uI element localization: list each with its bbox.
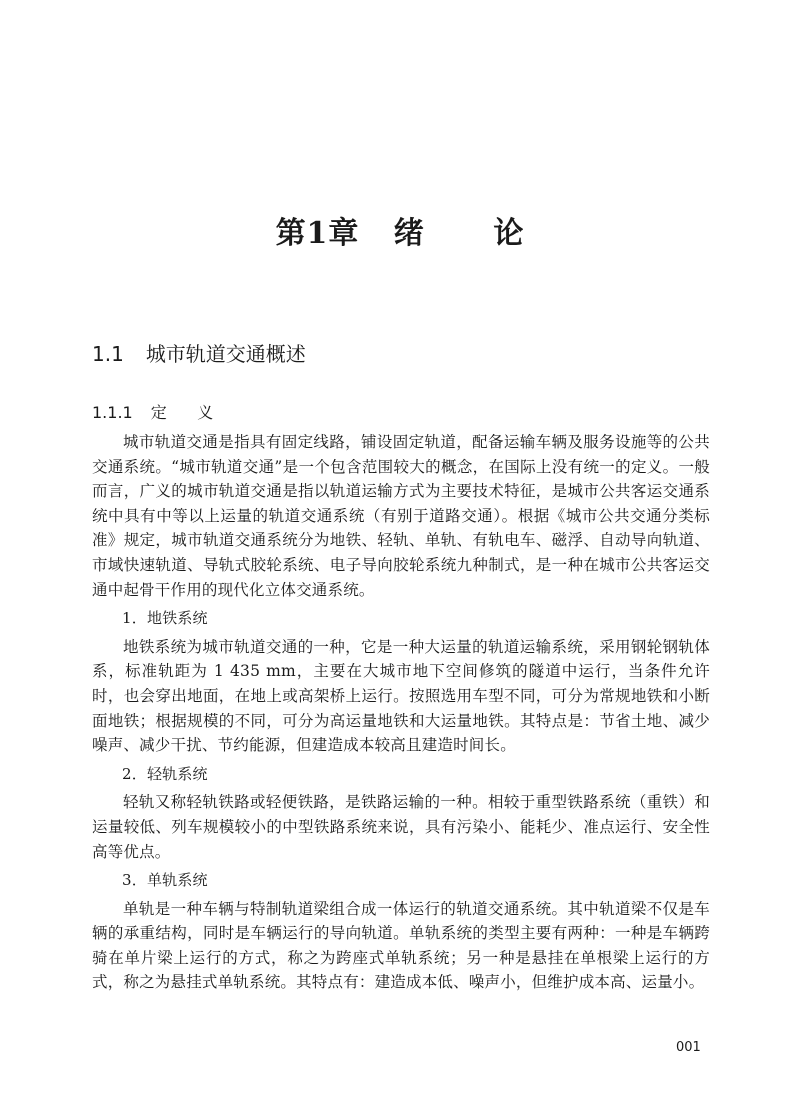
- section-heading: [92, 338, 306, 367]
- item-heading-monorail: 3．单轨系统: [122, 871, 208, 890]
- subsection-heading: [92, 400, 213, 423]
- item-heading-subway: 1．地铁系统: [122, 609, 208, 628]
- item-heading-light-rail: 2．轻轨系统: [122, 764, 208, 783]
- subsection-title: 定 义: [150, 403, 214, 422]
- paragraph-light-rail: 轻轨又称轻轨铁路或轻便铁路，是铁路运输的一种。相较于重型铁路系统（重铁）和运量较低、列车规模较小的中型铁路系统来说，具有污染小、能耗少、准点运行、安全性高等优点。: [92, 793, 710, 861]
- section-number: 1.1: [92, 342, 124, 366]
- paragraph-subway: 地铁系统为城市轨道交通的一种，它是一种大运量的轨道运输系统，采用钢轮钢轨体系，标准轨距为 1 435 mm，主要在大城市地下空间修筑的隧道中运行，当条件允许时，也会穿出地面，在地上或高架桥上运行。按照选用车型不同，可分为常规地铁和小断面地铁；根据规模的不同，可分为高运量地铁和大运量地铁。其特点是：节省土地、减少噪声、减少干扰、节约能源，但建造成本较高且建造时间长。: [92, 637, 710, 755]
- paragraph-intro: 城市轨道交通是指具有固定线路，铺设固定轨道，配备运输车辆及服务设施等的公共交通系统。“城市轨道交通”是一个包含范围较大的概念，在国际上没有统一的定义。一般而言，广义的城市轨道交通是指以轨道运输方式为主要技术特征，是城市公共客运交通系统中具有中等以上运量的轨道交通系统（有别于道路交通）。根据《城市公共交通分类标准》规定，城市轨道交通系统分为地铁、轻轨、单轨、有轨电车、磁浮、自动导向轨道、市域快速轨道、导轨式胶轮系统、电子导向胶轮系统九种制式，是一种在城市公共客运交通中起骨干作用的现代化立体交通系统。: [92, 433, 710, 599]
- body-text: [92, 430, 710, 995]
- section-title: 城市轨道交通概述: [145, 342, 306, 366]
- chapter-title: 第1章 绪 论: [275, 216, 525, 251]
- subsection-number: 1.1.1: [92, 403, 133, 422]
- paragraph-monorail: 单轨是一种车辆与特制轨道梁组合成一体运行的轨道交通系统。其中轨道梁不仅是车辆的承重结构，同时是车辆运行的导向轨道。单轨系统的类型主要有两种：一种是车辆跨骑在单片梁上运行的方式，称之为跨座式单轨系统；另一种是悬挂在单根梁上运行的方式，称之为悬挂式单轨系统。其特点有：建造成本低、噪声小，但维护成本高、运量小。: [92, 899, 710, 992]
- page-number: 001: [676, 1040, 701, 1055]
